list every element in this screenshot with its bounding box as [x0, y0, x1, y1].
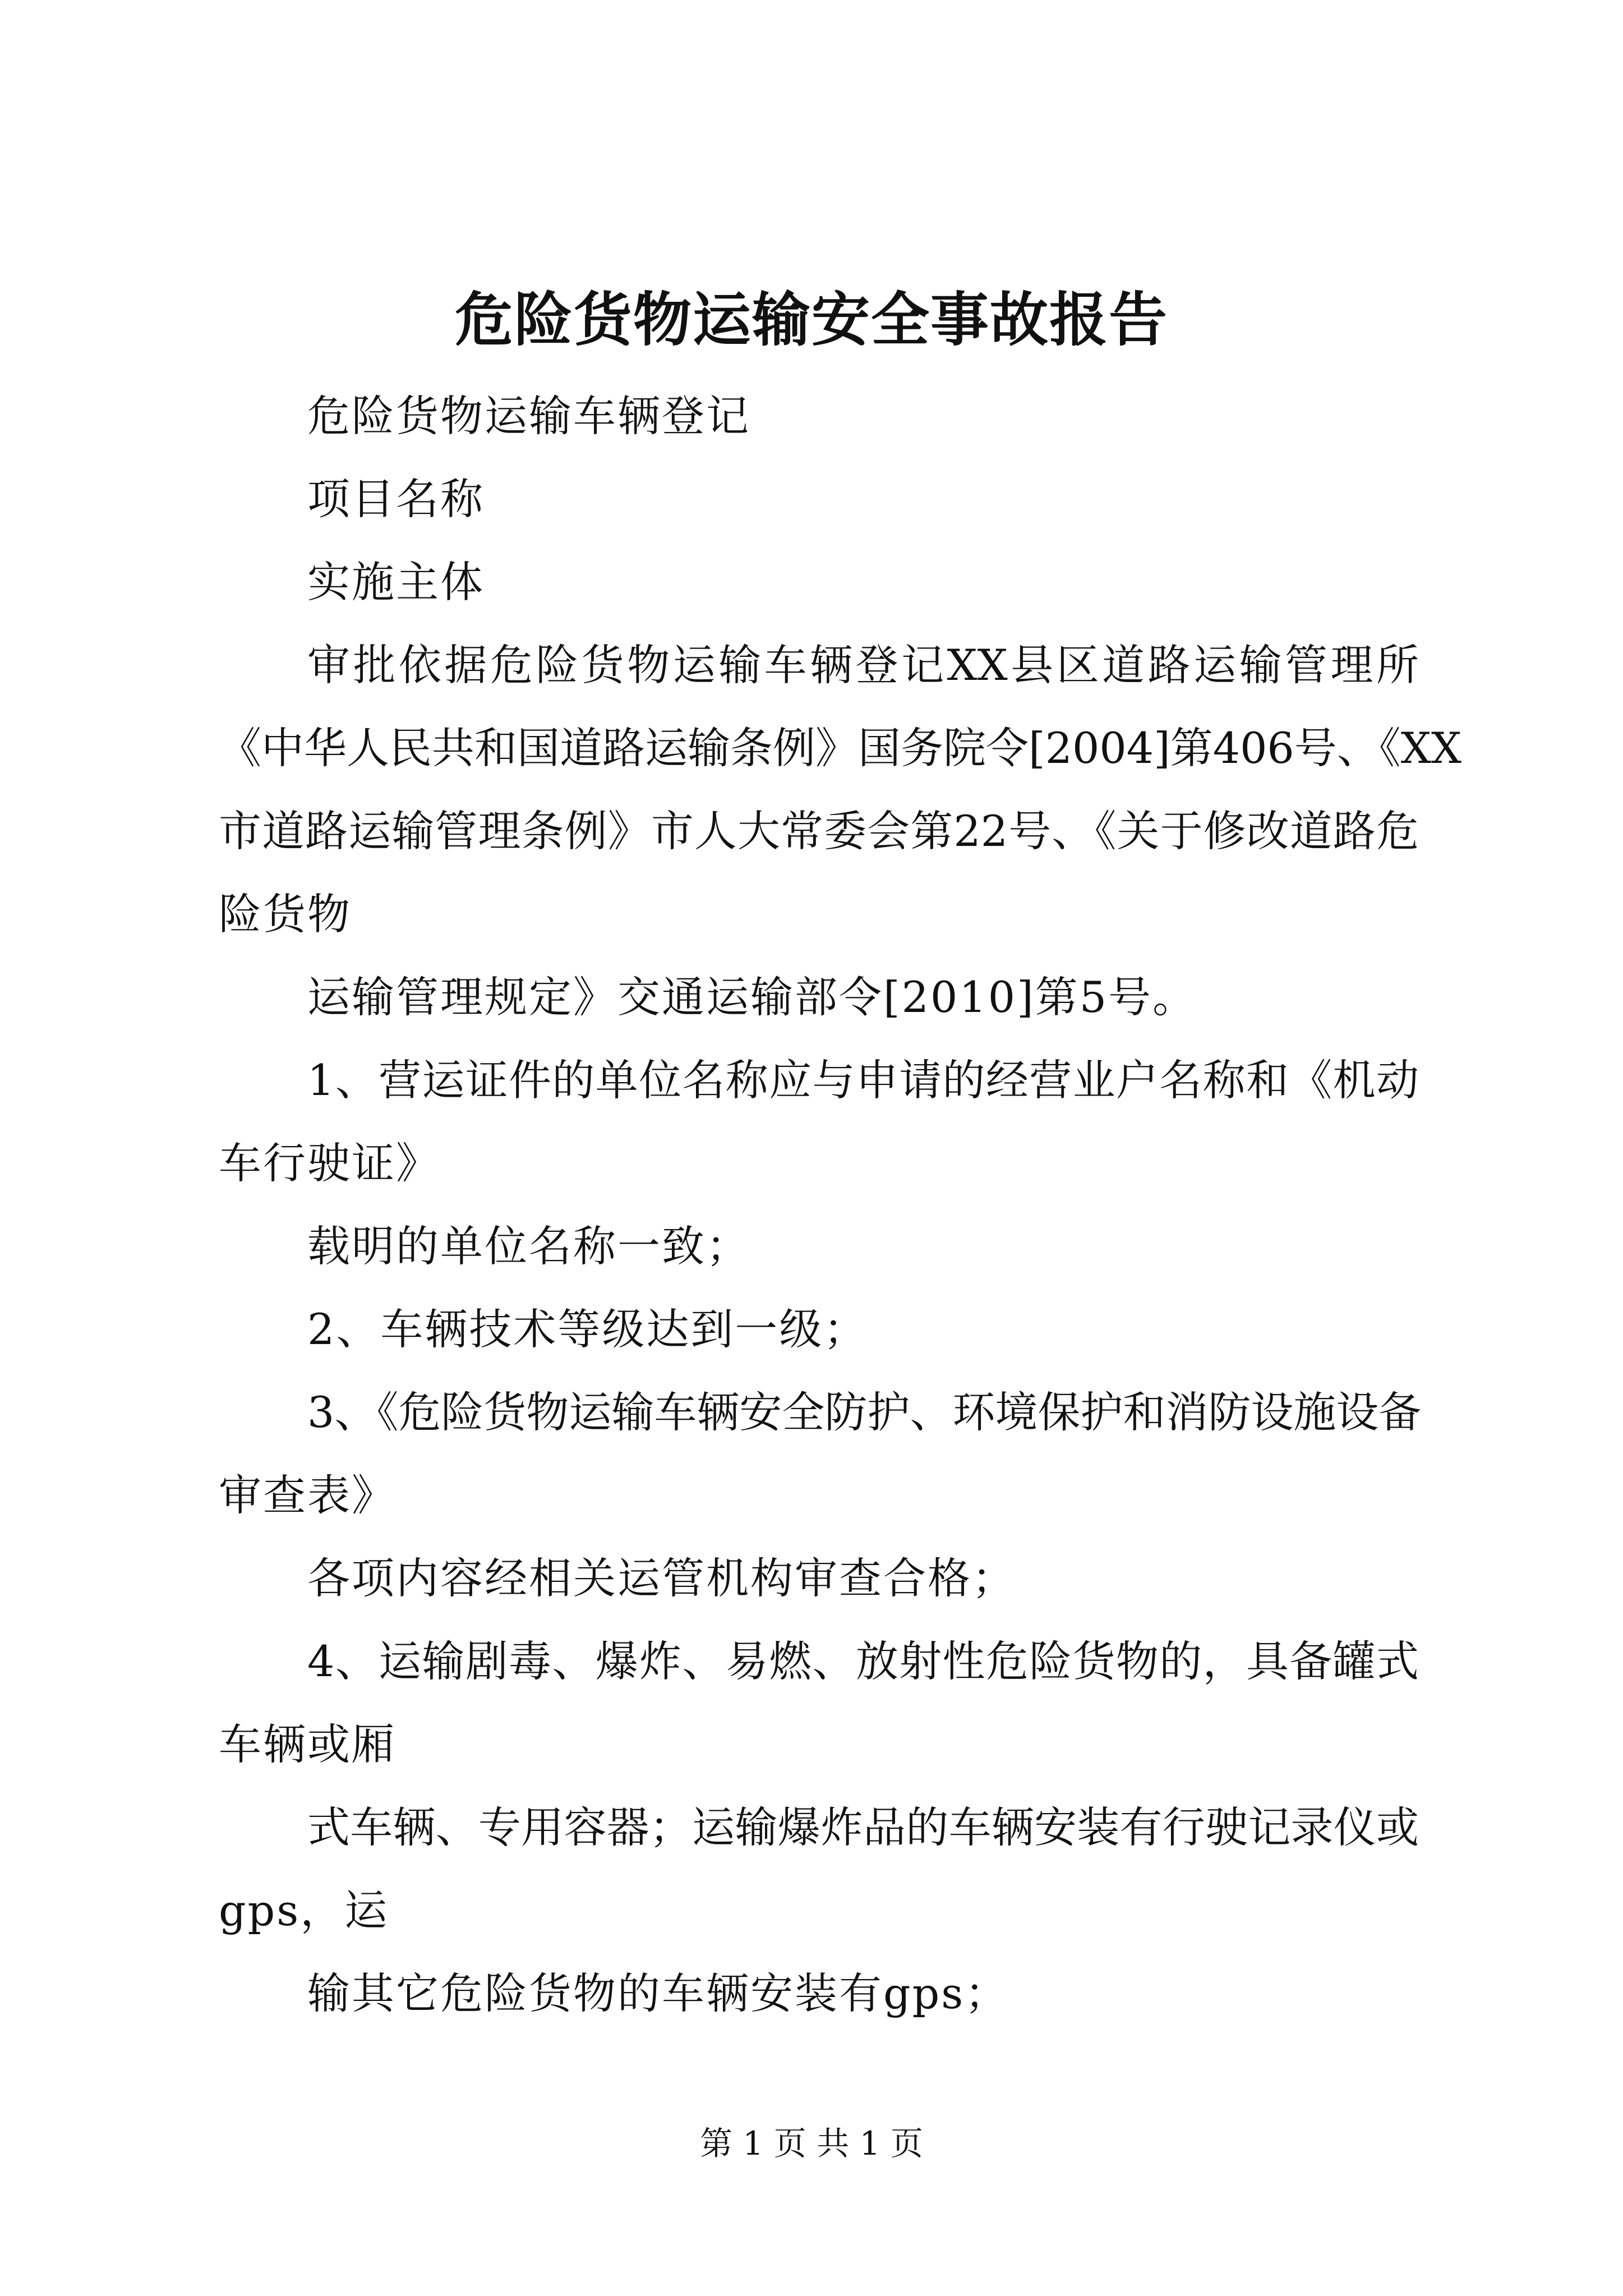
body-line: 3、《危险货物运输车辆安全防护、环境保护和消防设施设备	[307, 1387, 1422, 1437]
document-title: 危险货物运输安全事故报告	[454, 285, 1168, 354]
body-line: 式车辆、专用容器；运输爆炸品的车辆安装有行驶记录仪或	[307, 1802, 1419, 1852]
body-line: 实施主体	[307, 557, 485, 607]
body-line: 车辆或厢	[219, 1719, 396, 1769]
page-footer: 第 1 页 共 1 页	[700, 2124, 923, 2162]
body-line: 4、运输剧毒、爆炸、易燃、放射性危险货物的，具备罐式	[307, 1636, 1419, 1686]
body-line: 《中华人民共和国道路运输条例》国务院令[2004]第406号、《XX	[219, 723, 1461, 773]
body-line: 审批依据危险货物运输车辆登记XX县区道路运输管理所	[307, 640, 1419, 690]
body-line: 审查表》	[219, 1470, 396, 1520]
body-line: 险货物	[219, 889, 352, 939]
body-line: 运输管理规定》交通运输部令[2010]第5号。	[307, 972, 1197, 1022]
body-line: 危险货物运输车辆登记	[307, 391, 750, 441]
body-line: 输其它危险货物的车辆安装有gps；	[307, 1968, 1009, 2018]
body-line: 项目名称	[307, 474, 485, 524]
body-line: 1、营运证件的单位名称应与申请的经营业户名称和《机动	[307, 1055, 1419, 1105]
body-line: gps，运	[219, 1885, 389, 1935]
document-body	[219, 375, 1461, 2035]
body-line: 市道路运输管理条例》市人大常委会第22号、《关于修改道路危	[219, 806, 1419, 856]
body-line: 各项内容经相关运管机构审查合格；	[307, 1553, 1016, 1603]
body-line: 2、车辆技术等级达到一级；	[307, 1304, 868, 1354]
body-line: 车行驶证》	[219, 1138, 440, 1188]
body-line: 载明的单位名称一致；	[307, 1221, 750, 1271]
